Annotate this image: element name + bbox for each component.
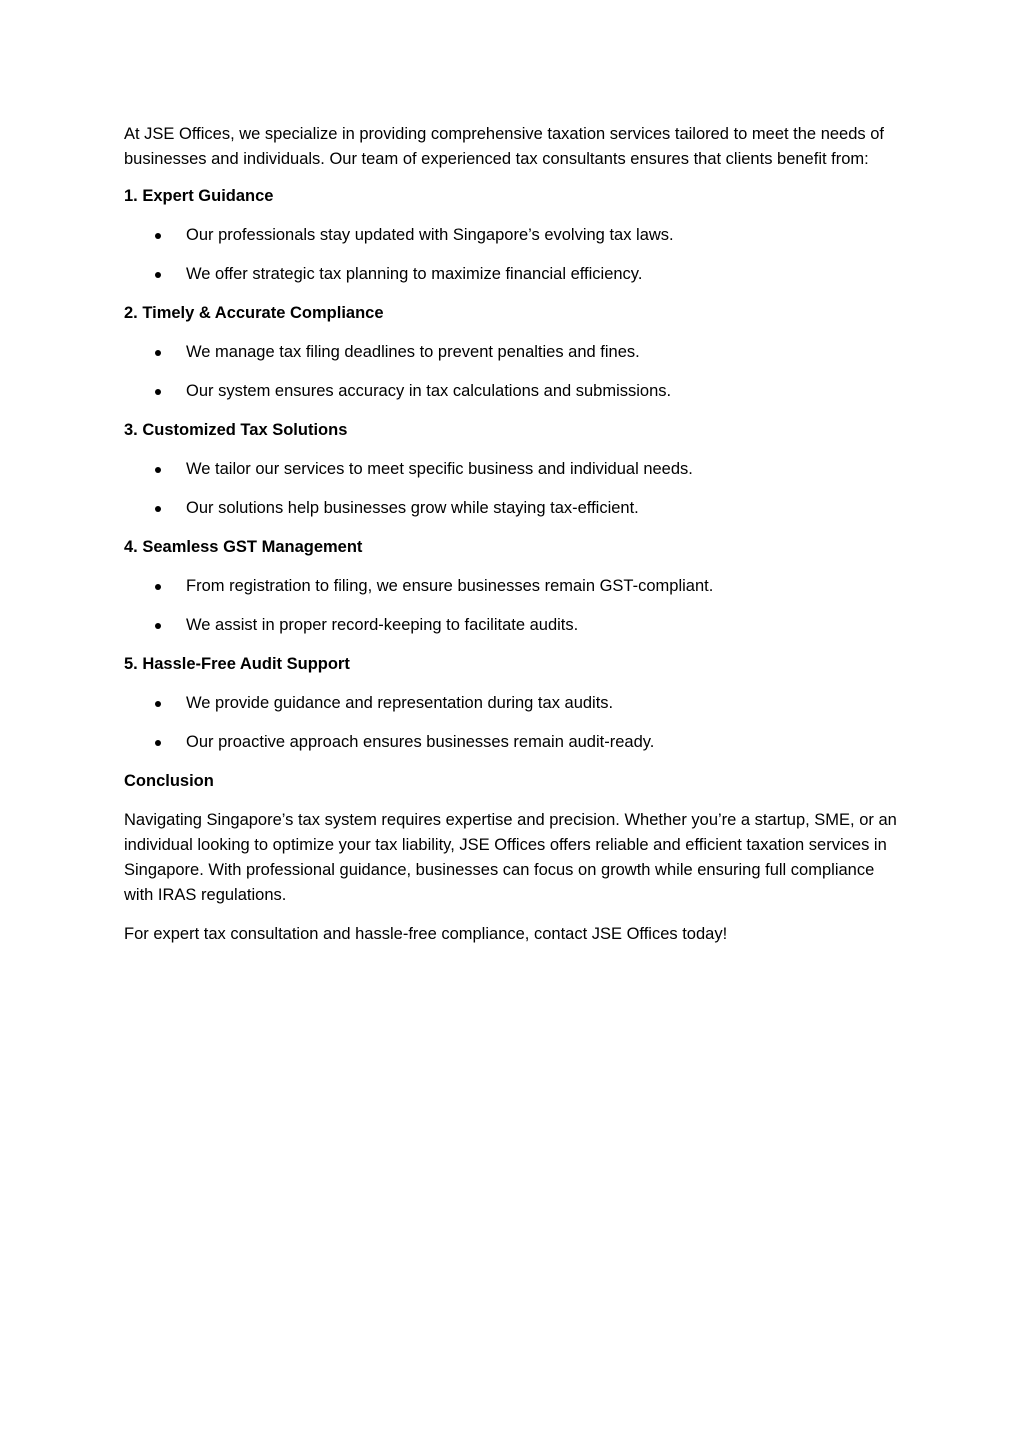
list-item-text: We provide guidance and representation during tax audits. xyxy=(186,694,614,712)
bullet-list xyxy=(124,574,904,638)
list-item-text: We tailor our services to meet specific business and individual needs. xyxy=(186,460,693,478)
bullet-icon xyxy=(155,389,161,395)
list-item-text: Our system ensures accuracy in tax calculations and submissions. xyxy=(186,382,672,400)
list-item xyxy=(124,613,904,638)
list-item xyxy=(124,730,904,755)
section-conclusion xyxy=(124,769,904,947)
bullet-icon xyxy=(155,350,161,356)
bullet-icon xyxy=(155,233,161,239)
list-item-text: We assist in proper record-keeping to facilitate audits. xyxy=(186,616,579,634)
list-item-text: Our professionals stay updated with Singapore’s evolving tax laws. xyxy=(186,226,674,244)
list-item xyxy=(124,496,904,521)
list-item xyxy=(124,457,904,482)
list-item-text: From registration to filing, we ensure businesses remain GST-compliant. xyxy=(186,577,714,595)
bullet-icon xyxy=(155,467,161,473)
section-audit-support xyxy=(124,652,904,755)
bullet-icon xyxy=(155,740,161,746)
section-timely-compliance xyxy=(124,301,904,404)
bullet-icon xyxy=(155,584,161,590)
list-item-text: We manage tax filing deadlines to prevent penalties and fines. xyxy=(186,343,640,361)
list-item xyxy=(124,691,904,716)
section-expert-guidance xyxy=(124,184,904,287)
section-gst-management xyxy=(124,535,904,638)
conclusion-paragraph: Navigating Singapore’s tax system requires expertise and precision. Whether you’re a startup, SME, or an individual looking to optimize your tax liability, JSE Offices offers reliable and efficient taxation services in Singapore. With professional guidance, businesses can focus on growth while ensuring full compliance with IRAS regulations. xyxy=(124,811,897,904)
bullet-icon xyxy=(155,701,161,707)
closing-paragraph: For expert tax consultation and hassle-free compliance, contact JSE Offices today! xyxy=(124,925,728,943)
bullet-icon xyxy=(155,623,161,629)
list-item-text: Our solutions help businesses grow while staying tax-efficient. xyxy=(186,499,639,517)
section-heading: 3. Customized Tax Solutions xyxy=(124,421,348,439)
conclusion-heading: Conclusion xyxy=(124,772,214,790)
list-item xyxy=(124,262,904,287)
list-item xyxy=(124,574,904,599)
bullet-list xyxy=(124,457,904,521)
bullet-icon xyxy=(155,506,161,512)
list-item xyxy=(124,223,904,248)
list-item-text: We offer strategic tax planning to maximize financial efficiency. xyxy=(186,265,643,283)
section-heading: 4. Seamless GST Management xyxy=(124,538,363,556)
intro-paragraph: At JSE Offices, we specialize in providing comprehensive taxation services tailored to meet the needs of businesses and individuals. Our team of experienced tax consultants ensures that clients benefit from: xyxy=(124,125,884,168)
bullet-icon xyxy=(155,272,161,278)
section-heading: 1. Expert Guidance xyxy=(124,187,274,205)
bullet-list xyxy=(124,691,904,755)
section-heading: 2. Timely & Accurate Compliance xyxy=(124,304,384,322)
list-item xyxy=(124,379,904,404)
bullet-list xyxy=(124,223,904,287)
list-item xyxy=(124,340,904,365)
document-page xyxy=(124,122,904,947)
section-heading: 5. Hassle-Free Audit Support xyxy=(124,655,350,673)
section-customized-solutions xyxy=(124,418,904,521)
list-item-text: Our proactive approach ensures businesses remain audit-ready. xyxy=(186,733,655,751)
bullet-list xyxy=(124,340,904,404)
